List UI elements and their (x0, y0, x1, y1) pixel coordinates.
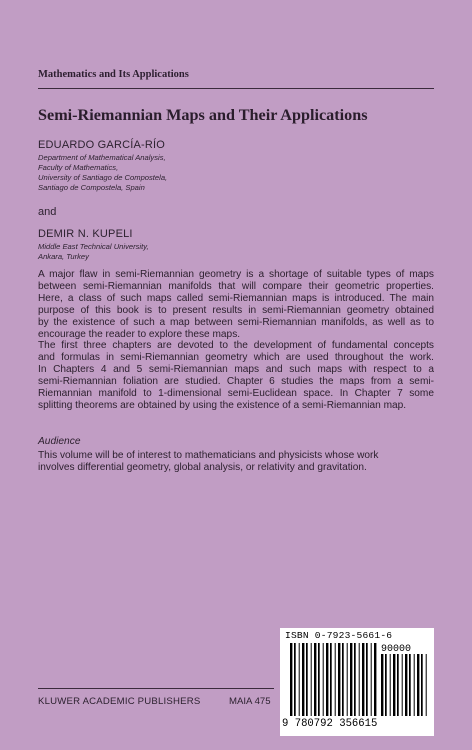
barcode-bar (385, 654, 387, 716)
text-line: purpose of this book is to present results in semi-Riemannian geometry obtained (38, 304, 434, 316)
barcode-bar (402, 654, 403, 716)
barcode-bar (326, 643, 328, 716)
barcode-bar (342, 643, 344, 716)
text-line: splitting theorems are obtained by using the existence of a semi-Riemannian map. (38, 399, 407, 411)
barcode-bar (350, 643, 352, 716)
barcode-bar (311, 643, 312, 716)
barcode-bar (366, 643, 368, 716)
barcode-bar (417, 654, 419, 716)
affiliation-line: University of Santiago de Compostela, (38, 173, 168, 182)
affiliation-line: Faculty of Mathematics, (38, 163, 119, 172)
barcode-bar (371, 643, 372, 716)
barcode-bar (347, 643, 348, 716)
barcode-bar (362, 643, 364, 716)
barcode-bar (374, 643, 376, 716)
barcode-bar (314, 643, 316, 716)
barcode-bar (338, 643, 340, 716)
barcode-bar (294, 643, 296, 716)
barcode-digits: 9 780792 356615 (282, 718, 378, 730)
text-line: encourage the reader to explore these maps. (38, 328, 241, 340)
barcode-bar (390, 654, 391, 716)
volume-number: MAIA 475 (229, 696, 271, 707)
author-connector: and (38, 206, 57, 218)
series-name: Mathematics and Its Applications (38, 69, 189, 80)
text-line: between semi-Riemannian manifolds that will compare their geometric properties. (38, 280, 434, 292)
affiliation-line: Santiago de Compostela, Spain (38, 183, 145, 192)
affiliation-line: Ankara, Turkey (38, 252, 89, 261)
text-line: Riemannian manifold to 1-dimensional semi-Euclidean space. In Chapter 7 some (38, 387, 434, 399)
barcode-bar (414, 654, 415, 716)
barcode-bar (393, 654, 395, 716)
text-line: Here, a class of such maps called semi-Riemannian maps is introduced. The main (38, 292, 434, 304)
text-line: The first three chapters are devoted to the development of fundamental concepts (38, 340, 434, 351)
publisher-name: KLUWER ACADEMIC PUBLISHERS (38, 696, 201, 707)
text-line: This volume will be of interest to mathematicians and physicists whose work (38, 450, 379, 461)
author-1-name: EDUARDO GARCÍA-RÍO (38, 139, 166, 151)
bottom-rule (38, 688, 274, 689)
addon-barcode (381, 654, 427, 716)
barcode-bar (354, 643, 356, 716)
text-line: A major flaw in semi-Riemannian geometry is a shortage of suitable types of maps (38, 269, 434, 280)
barcode-bar (409, 654, 411, 716)
barcode-bar (318, 643, 320, 716)
book-title: Semi-Riemannian Maps and Their Applications (38, 106, 368, 124)
barcode-bar (421, 654, 423, 716)
barcode-bar (330, 643, 332, 716)
text-line: semi-Riemannian foliation are studied. Chapter 6 studies the maps from a semi- (38, 375, 434, 387)
affiliation-line: Department of Mathematical Analysis, (38, 153, 166, 162)
barcode-bar (426, 654, 427, 716)
barcode-bar (405, 654, 407, 716)
barcode-bar (299, 643, 300, 716)
barcode-bar (359, 643, 360, 716)
ean-barcode (290, 643, 376, 716)
barcode-bar (323, 643, 324, 716)
barcode-bar (335, 643, 336, 716)
text-line: and formulas in semi-Riemannian geometry which are used throughout the work. (38, 351, 434, 363)
barcode-bar (302, 643, 304, 716)
text-line: by the existence of such a map between semi-Riemannian manifolds, as well as to (38, 316, 434, 328)
isbn-text: ISBN 0-7923-5661-6 (285, 630, 393, 641)
affiliation-line: Middle East Technical University, (38, 242, 149, 251)
barcode-bar (306, 643, 308, 716)
barcode-bar (290, 643, 292, 716)
barcode-bar (381, 654, 383, 716)
text-line: involves differential geometry, global analysis, or relativity and gravitation. (38, 461, 367, 473)
barcode-bar (397, 654, 399, 716)
audience-label: Audience (38, 436, 81, 447)
addon-digits: 90000 (381, 644, 412, 655)
author-2-name: DEMIR N. KUPELI (38, 228, 133, 240)
text-line: In Chapters 4 and 5 semi-Riemannian maps and such maps with respect to a (38, 363, 434, 375)
